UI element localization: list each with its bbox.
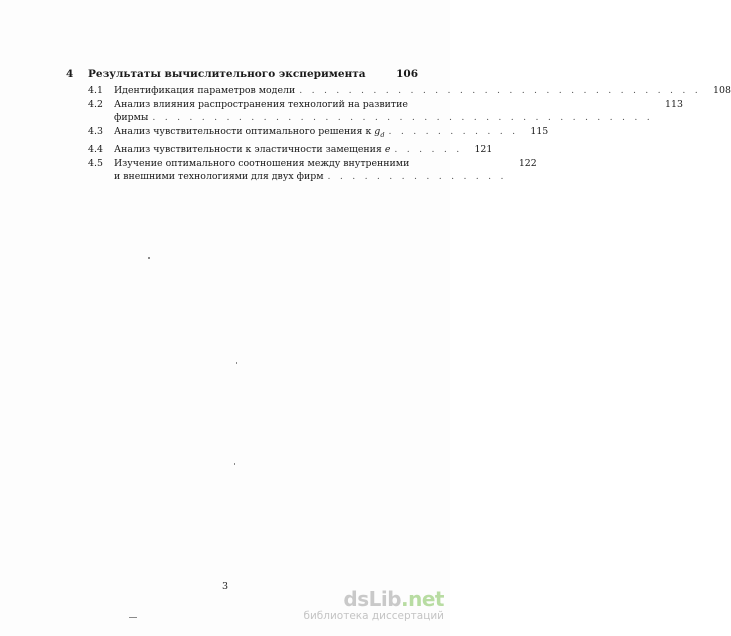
toc-section-entry[interactable] [66, 98, 683, 124]
section-title: Идентификация параметров модели [114, 85, 296, 96]
dot-leader: . . . . . . . . . . . [388, 126, 519, 137]
section-page-number: 115 [530, 126, 549, 137]
toc-section-entry[interactable] [66, 157, 537, 183]
watermark-logo: dsLib.net [343, 587, 444, 611]
section-title-line: Изучение оптимального соотношения между внутренними [114, 157, 410, 169]
scan-speck [234, 463, 235, 465]
watermark-tagline: библиотека диссертаций [303, 610, 444, 622]
dot-leader: . . . . . . [394, 143, 463, 155]
toc-section-entry[interactable] [66, 143, 493, 156]
section-title: Анализ чувствительности оптимального решения к [114, 126, 372, 137]
section-number: 4.4 [88, 143, 103, 155]
section-title-line: Анализ влияния распространения технологий на развитие [114, 99, 408, 110]
section-number: 4.5 [88, 157, 103, 169]
section-page-number: 108 [713, 85, 731, 96]
dot-leader: . . . . . . . . . . . . . . . [327, 170, 507, 182]
table-of-contents [66, 68, 731, 184]
section-page-number: 113 [665, 99, 683, 110]
section-page-number: 122 [518, 157, 537, 169]
chapter-title: Результаты вычислительного эксперимента [88, 68, 366, 80]
section-number: 4.2 [88, 99, 103, 110]
scan-speck [148, 257, 150, 259]
section-title-continuation: фирмы [114, 112, 149, 123]
scan-speck [129, 617, 137, 618]
chapter-number: 4 [66, 68, 74, 80]
scan-speck [236, 362, 237, 364]
toc-section-entry[interactable] [66, 84, 731, 97]
math-symbol: $g_d$ [374, 126, 385, 139]
toc-chapter-entry[interactable] [66, 68, 418, 80]
math-symbol: e [384, 143, 391, 155]
dot-leader: . . . . . . . . . . . . . . . . . . . . . . . . . . . . . . . . . . . . . . . . . [152, 112, 653, 123]
section-number: 4.1 [88, 85, 103, 96]
section-title-continuation: и внешними технологиями для двух фирм [114, 170, 324, 182]
chapter-page-number: 106 [396, 68, 418, 80]
dot-leader: . . . . . . . . . . . . . . . . . . . . . . . . . . . . . . . . . [299, 85, 701, 96]
section-page-number: 121 [474, 143, 493, 155]
site-watermark [303, 589, 444, 622]
section-title: Анализ чувствительности к эластичности замещения [114, 143, 382, 155]
toc-section-entry[interactable] [66, 125, 549, 142]
page-number: 3 [221, 581, 229, 592]
section-number: 4.3 [88, 126, 103, 137]
